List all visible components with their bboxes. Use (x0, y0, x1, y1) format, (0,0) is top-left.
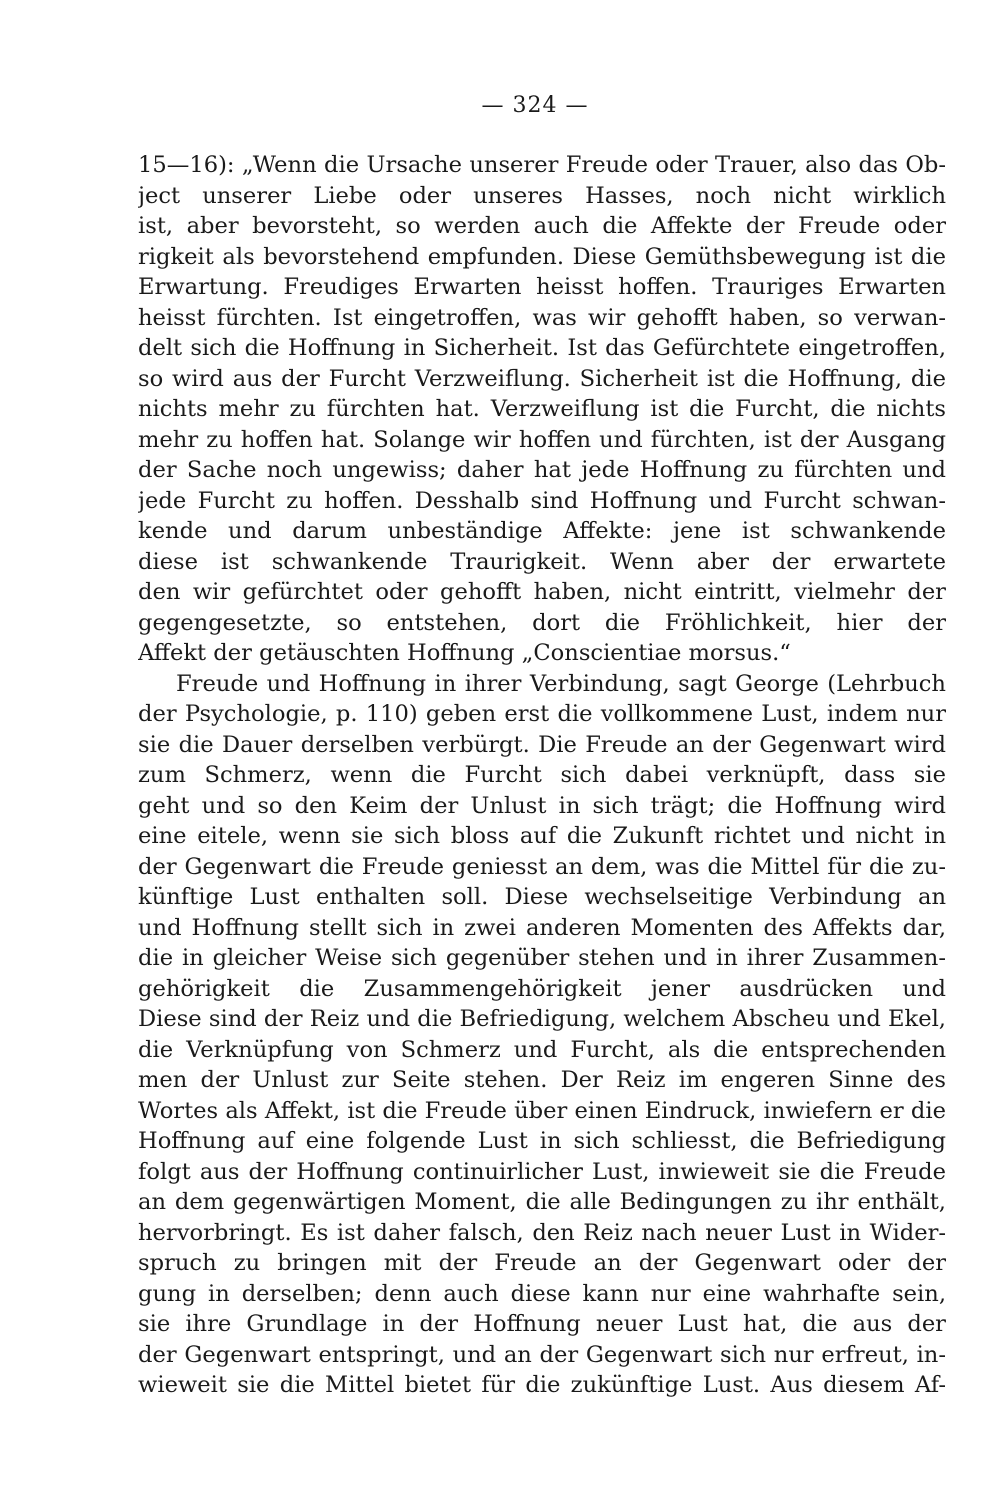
text-line: so wird aus der Furcht Verzweiflung. Sicherheit ist die Hoffnung, die (138, 365, 946, 392)
text-line: geht und so den Keim der Unlust in sich trägt; die Hoffnung wird (138, 792, 946, 819)
paragraph (138, 150, 946, 669)
text-line: jede Furcht zu hoffen. Desshalb sind Hoffnung und Furcht schwan- (138, 487, 946, 514)
text-line: folgt aus der Hoffnung continuirlicher Lust, inwieweit sie die Freude (138, 1158, 946, 1185)
text-line: nichts mehr zu fürchten hat. Verzweiflung ist die Furcht, die nichts (138, 396, 946, 422)
text-line: der Gegenwart entspringt, und an der Gegenwart sich nur erfreut, in- (138, 1341, 946, 1368)
text-line: der Sache noch ungewiss; daher hat jede Hoffnung zu fürchten und (138, 457, 946, 483)
text-line: sie die Dauer derselben verbürgt. Die Freude an der Gegenwart wird (138, 731, 946, 758)
text-line: spruch zu bringen mit der Freude an der Gegenwart oder der (138, 1250, 946, 1276)
text-line: kende und darum unbeständige Affekte: jene ist schwankende (138, 518, 946, 544)
text-line: 15—16): „Wenn die Ursache unserer Freude oder Trauer, also das Ob- (138, 152, 946, 178)
paragraph (138, 669, 946, 1401)
text-line: zum Schmerz, wenn die Furcht sich dabei verknüpft, dass sie (138, 762, 946, 788)
text-line: Hoffnung auf eine folgende Lust in sich schliesst, die Befriedigung (138, 1128, 946, 1154)
text-line: der Psychologie, p. 110) geben erst die vollkommene Lust, indem nur (138, 701, 946, 727)
text-line: Affekt der getäuschten Hoffnung „Conscientiae morsus.“ (138, 640, 791, 666)
text-line: wieweit sie die Mittel bietet für die zukünftige Lust. Aus diesem Af- (138, 1372, 946, 1398)
text-line: mehr zu hoffen hat. Solange wir hoffen und fürchten, ist der Ausgang (138, 426, 946, 453)
text-line: und Hoffnung stellt sich in zwei anderen Momenten des Affekts dar, (138, 914, 946, 941)
text-line: men der Unlust zur Seite stehen. Der Reiz im engeren Sinne des (138, 1067, 946, 1093)
text-line: an dem gegenwärtigen Moment, die alle Bedingungen zu ihr enthält, (138, 1189, 946, 1215)
text-line: Freude und Hoffnung in ihrer Verbindung, sagt George (Lehrbuch (176, 670, 946, 697)
text-line: delt sich die Hoffnung in Sicherheit. Ist das Gefürchtete eingetroffen, (138, 335, 946, 361)
text-line: den wir gefürchtet oder gehofft haben, nicht eintritt, vielmehr der (138, 579, 946, 605)
text-line: gung in derselben; denn auch diese kann nur eine wahrhafte sein, (138, 1280, 946, 1307)
text-line: künftige Lust enthalten soll. Diese wechselseitige Verbindung an (138, 884, 946, 910)
text-line: eine eitele, wenn sie sich bloss auf die Zukunft richtet und nicht in (138, 823, 946, 849)
text-line: gehörigkeit die Zusammengehörigkeit jener ausdrücken und (138, 975, 946, 1002)
text-line: rigkeit als bevorstehend empfunden. Diese Gemüthsbewegung ist die (138, 243, 946, 270)
text-line: diese ist schwankende Traurigkeit. Wenn aber der erwartete (138, 548, 946, 575)
text-line: heisst fürchten. Ist eingetroffen, was wir gehofft haben, so verwan- (138, 304, 946, 331)
body-text (138, 150, 946, 1401)
text-line: Wortes als Affekt, ist die Freude über einen Eindruck, inwiefern er die (138, 1097, 946, 1124)
page-number: — 324 — (481, 93, 589, 118)
text-line: der Gegenwart die Freude geniesst an dem, was die Mittel für die zu- (138, 853, 946, 880)
text-line: ject unserer Liebe oder unseres Hasses, noch nicht wirklich (138, 182, 946, 209)
text-line: die Verknüpfung von Schmerz und Furcht, als die entsprechenden (138, 1036, 946, 1063)
text-line: ist, aber bevorsteht, so werden auch die Affekte der Freude oder (138, 213, 946, 239)
text-line: hervorbringt. Es ist daher falsch, den Reiz nach neuer Lust in Wider- (138, 1219, 946, 1246)
text-line: die in gleicher Weise sich gegenüber stehen und in ihrer Zusammen- (138, 945, 946, 971)
text-line: gegengesetzte, so entstehen, dort die Fröhlichkeit, hier der (138, 609, 946, 636)
text-line: sie ihre Grundlage in der Hoffnung neuer Lust hat, die aus der (138, 1311, 946, 1337)
text-line: Erwartung. Freudiges Erwarten heisst hoffen. Trauriges Erwarten (138, 274, 946, 300)
text-line: Diese sind der Reiz und die Befriedigung, welchem Abscheu und Ekel, (138, 1006, 946, 1032)
